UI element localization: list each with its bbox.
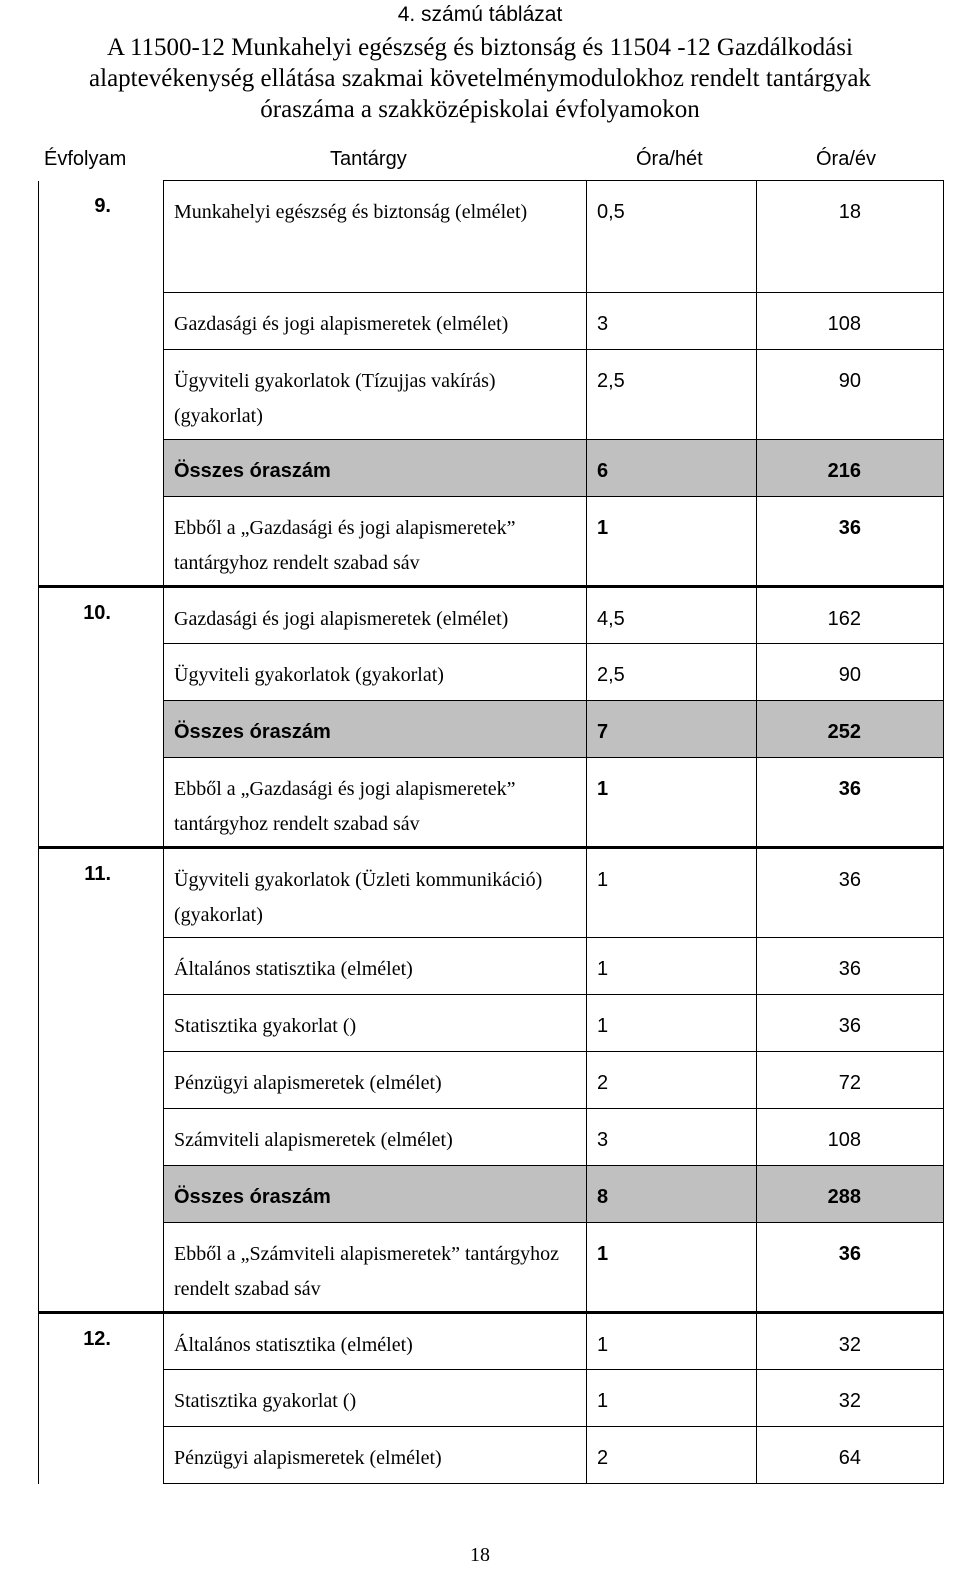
subject-cell: Statisztika gyakorlat (): [164, 995, 587, 1052]
table-row: [39, 350, 944, 440]
hours-per-week-cell: 8: [587, 1166, 757, 1223]
header-subject: Tantárgy: [330, 148, 407, 170]
hours-per-year-cell: 162: [757, 587, 944, 644]
table-row: [39, 1427, 944, 1484]
year-cell: 9.: [39, 181, 164, 587]
header-hours-per-year: Óra/év: [816, 148, 877, 170]
hours-per-week-cell: 6: [587, 440, 757, 497]
hours-per-week-cell: 3: [587, 293, 757, 350]
table-row: [39, 848, 944, 938]
subject-cell: Munkahelyi egészség és biztonság (elmélet): [164, 181, 587, 293]
hours-per-year-cell: 288: [757, 1166, 944, 1223]
hours-per-week-cell: 2,5: [587, 644, 757, 701]
table-row: [39, 644, 944, 701]
subject-cell: Ebből a „Számviteli alapismeretek” tantárgyhoz rendelt szabad sáv: [164, 1223, 587, 1313]
hours-per-year-cell: 32: [757, 1313, 944, 1370]
hours-per-week-cell: 1: [587, 848, 757, 938]
hours-per-week-cell: 2: [587, 1427, 757, 1484]
subject-cell: Számviteli alapismeretek (elmélet): [164, 1109, 587, 1166]
hours-per-week-cell: 1: [587, 995, 757, 1052]
header-hours-per-week: Óra/hét: [636, 148, 703, 170]
table-row: [39, 293, 944, 350]
hours-per-week-cell: 0,5: [587, 181, 757, 293]
table-row: [39, 1052, 944, 1109]
hours-per-week-cell: 1: [587, 938, 757, 995]
subject-cell: Pénzügyi alapismeretek (elmélet): [164, 1052, 587, 1109]
hours-per-year-cell: 36: [757, 848, 944, 938]
hours-per-year-cell: 36: [757, 938, 944, 995]
hours-per-year-cell: 216: [757, 440, 944, 497]
table-title: [0, 32, 960, 125]
title-line: A 11500-12 Munkahelyi egészség és biztonság és 11504 -12 Gazdálkodási: [107, 34, 853, 61]
title-line: alaptevékenység ellátása szakmai követelménymodulokhoz rendelt tantárgyak: [89, 65, 871, 92]
subject-cell: Statisztika gyakorlat (): [164, 1370, 587, 1427]
hours-per-week-cell: 1: [587, 1370, 757, 1427]
subject-cell: Általános statisztika (elmélet): [164, 1313, 587, 1370]
page-number: 18: [470, 1544, 490, 1566]
hours-table: [38, 180, 944, 1484]
table-row: [39, 1370, 944, 1427]
table-row: [39, 758, 944, 848]
hours-per-year-cell: 32: [757, 1370, 944, 1427]
hours-per-week-cell: 2: [587, 1052, 757, 1109]
table-row: [39, 1109, 944, 1166]
table-row: [39, 701, 944, 758]
table-row: [39, 587, 944, 644]
year-cell: 12.: [39, 1313, 164, 1484]
table-row: [39, 938, 944, 995]
subject-cell: Gazdasági és jogi alapismeretek (elmélet): [164, 293, 587, 350]
hours-per-year-cell: 72: [757, 1052, 944, 1109]
subject-cell: Ügyviteli gyakorlatok (Üzleti kommunikáció) (gyakorlat): [164, 848, 587, 938]
hours-per-week-cell: 3: [587, 1109, 757, 1166]
hours-per-year-cell: 36: [757, 995, 944, 1052]
hours-per-week-cell: 1: [587, 1223, 757, 1313]
hours-per-year-cell: 252: [757, 701, 944, 758]
table-row: [39, 1223, 944, 1313]
subject-cell: Ügyviteli gyakorlatok (Tízujjas vakírás) (gyakorlat): [164, 350, 587, 440]
hours-per-week-cell: 1: [587, 1313, 757, 1370]
table-caption: 4. számú táblázat: [397, 3, 563, 26]
table-row: [39, 440, 944, 497]
hours-per-week-cell: 1: [587, 497, 757, 587]
subject-cell: Gazdasági és jogi alapismeretek (elmélet): [164, 587, 587, 644]
hours-per-year-cell: 18: [757, 181, 944, 293]
hours-per-year-cell: 90: [757, 350, 944, 440]
subject-cell: Összes óraszám: [164, 701, 587, 758]
subject-cell: Ebből a „Gazdasági és jogi alapismeretek” tantárgyhoz rendelt szabad sáv: [164, 497, 587, 587]
hours-per-year-cell: 64: [757, 1427, 944, 1484]
subject-cell: Ügyviteli gyakorlatok (gyakorlat): [164, 644, 587, 701]
header-year: Évfolyam: [44, 148, 127, 170]
hours-per-year-cell: 90: [757, 644, 944, 701]
table-row: [39, 181, 944, 293]
subject-cell: Összes óraszám: [164, 1166, 587, 1223]
year-cell: 10.: [39, 587, 164, 848]
table-row: [39, 1313, 944, 1370]
hours-per-week-cell: 2,5: [587, 350, 757, 440]
hours-per-week-cell: 7: [587, 701, 757, 758]
table-header: [38, 138, 942, 180]
hours-per-year-cell: 36: [757, 758, 944, 848]
hours-per-year-cell: 36: [757, 497, 944, 587]
table-row: [39, 995, 944, 1052]
title-line: óraszáma a szakközépiskolai évfolyamokon: [260, 96, 700, 123]
hours-per-year-cell: 108: [757, 293, 944, 350]
year-cell: 11.: [39, 848, 164, 1313]
subject-cell: Összes óraszám: [164, 440, 587, 497]
table-row: [39, 497, 944, 587]
subject-cell: Pénzügyi alapismeretek (elmélet): [164, 1427, 587, 1484]
hours-per-week-cell: 4,5: [587, 587, 757, 644]
table-row: [39, 1166, 944, 1223]
subject-cell: Általános statisztika (elmélet): [164, 938, 587, 995]
hours-per-year-cell: 108: [757, 1109, 944, 1166]
hours-per-week-cell: 1: [587, 758, 757, 848]
hours-per-year-cell: 36: [757, 1223, 944, 1313]
subject-cell: Ebből a „Gazdasági és jogi alapismeretek” tantárgyhoz rendelt szabad sáv: [164, 758, 587, 848]
